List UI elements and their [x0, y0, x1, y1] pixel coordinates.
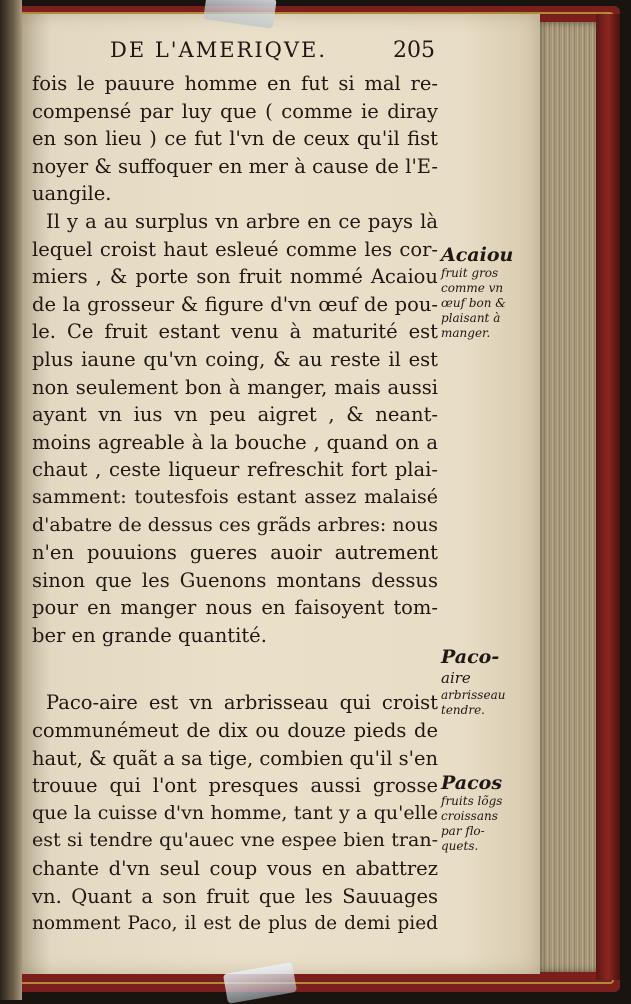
text-line: plus iaune qu'vn coing, & au reste il est	[32, 347, 438, 371]
text-line: nomment Paco, il est de plus de demi pied	[32, 913, 438, 935]
text-line: lequel croist haut esleué comme les cor-	[32, 237, 438, 261]
text-line: fois le pauure homme en fut si mal re-	[32, 72, 438, 95]
margin-note-line: par flo-	[441, 824, 485, 838]
margin-note-line: tendre.	[441, 703, 485, 717]
margin-note-heading: Acaiou	[441, 244, 514, 266]
text-line: de la grosseur & figure d'vn œuf de pou-	[32, 292, 438, 316]
margin-note-line: plaisant à	[441, 311, 501, 325]
text-line: Paco-aire est vn arbrisseau qui croist	[46, 691, 438, 715]
text-line: uangile.	[32, 182, 112, 206]
body-text	[32, 70, 438, 938]
page-number: 205	[393, 38, 435, 63]
facing-page-edge	[0, 0, 22, 1000]
text-line: samment: toutesfois estant assez malaisé	[32, 485, 438, 508]
text-line: en son lieu ) ce fut l'vn de ceux qu'il fist	[32, 127, 438, 151]
margin-note-heading: Pacos	[441, 772, 503, 794]
text-line: pour en manger nous en faisoyent tom-	[32, 596, 438, 620]
margin-note-line: œuf bon &	[441, 296, 506, 310]
margin-note-line: fruit gros	[441, 266, 499, 280]
margin-note-line: manger.	[441, 326, 491, 340]
margin-note-line: fruits lõgs	[441, 794, 503, 808]
text-line: n'en pouuions gueres auoir autrement	[32, 541, 438, 565]
margin-note-line: aire	[441, 669, 471, 687]
text-line: compensé par luy que ( comme ie diray	[32, 99, 438, 123]
paragraph-gap	[32, 649, 438, 689]
text-line: non seulement bon à manger, mais aussi	[32, 375, 438, 399]
text-line: noyer & suffoquer en mer à cause de l'E-	[32, 154, 438, 178]
text-line: est si tendre qu'auec vne espee bien tran-	[32, 829, 438, 852]
text-line: ber en grande quantité.	[32, 623, 267, 647]
margin-note-line: arbrisseau	[441, 688, 506, 702]
margin-note-heading: Paco-	[441, 646, 500, 668]
margin-note-line: comme vn	[441, 281, 504, 295]
text-line: miers , & porte son fruit nommé Acaiou	[32, 265, 438, 289]
margin-note-acaiou	[441, 244, 533, 341]
page-block-edge	[536, 22, 596, 972]
margin-note-line: croissans	[441, 809, 498, 823]
text-line: que la cuisse d'vn homme, tant y a qu'elle	[32, 801, 438, 824]
text-line: vn. Quant a son fruit que les Sauuages	[32, 884, 438, 908]
margin-note-pacos	[441, 772, 533, 854]
text-line: haut, & quãt a sa tige, combien qu'il s'en	[32, 746, 439, 770]
page-header	[110, 38, 435, 63]
text-line: communémeut de dix ou douze pieds de	[32, 719, 438, 743]
text-line: moins agreable à la bouche , quand on a	[32, 430, 438, 454]
margin-note-line: quets.	[441, 839, 479, 853]
cover-edge	[596, 14, 620, 980]
text-line: chante d'vn seul coup vous en abattrez	[32, 857, 438, 881]
margin-note-paco-aire	[441, 646, 533, 718]
text-line: d'abatre de dessus ces grãds arbres: nous	[32, 513, 438, 536]
text-line: trouue qui l'ont presques aussi grosse	[32, 774, 438, 798]
text-line: chaut , ceste liqueur refreschit fort plai-	[32, 458, 438, 482]
text-line: sinon que les Guenons montans dessus	[32, 568, 438, 592]
text-line: ayant vn ius vn peu aigret , & neant-	[32, 403, 438, 427]
text-line: Il y a au surplus vn arbre en ce pays là	[46, 209, 438, 233]
running-head: DE L'AMERIQVE.	[110, 38, 328, 62]
text-line: le. Ce fruit estant venu à maturité est	[32, 320, 438, 344]
